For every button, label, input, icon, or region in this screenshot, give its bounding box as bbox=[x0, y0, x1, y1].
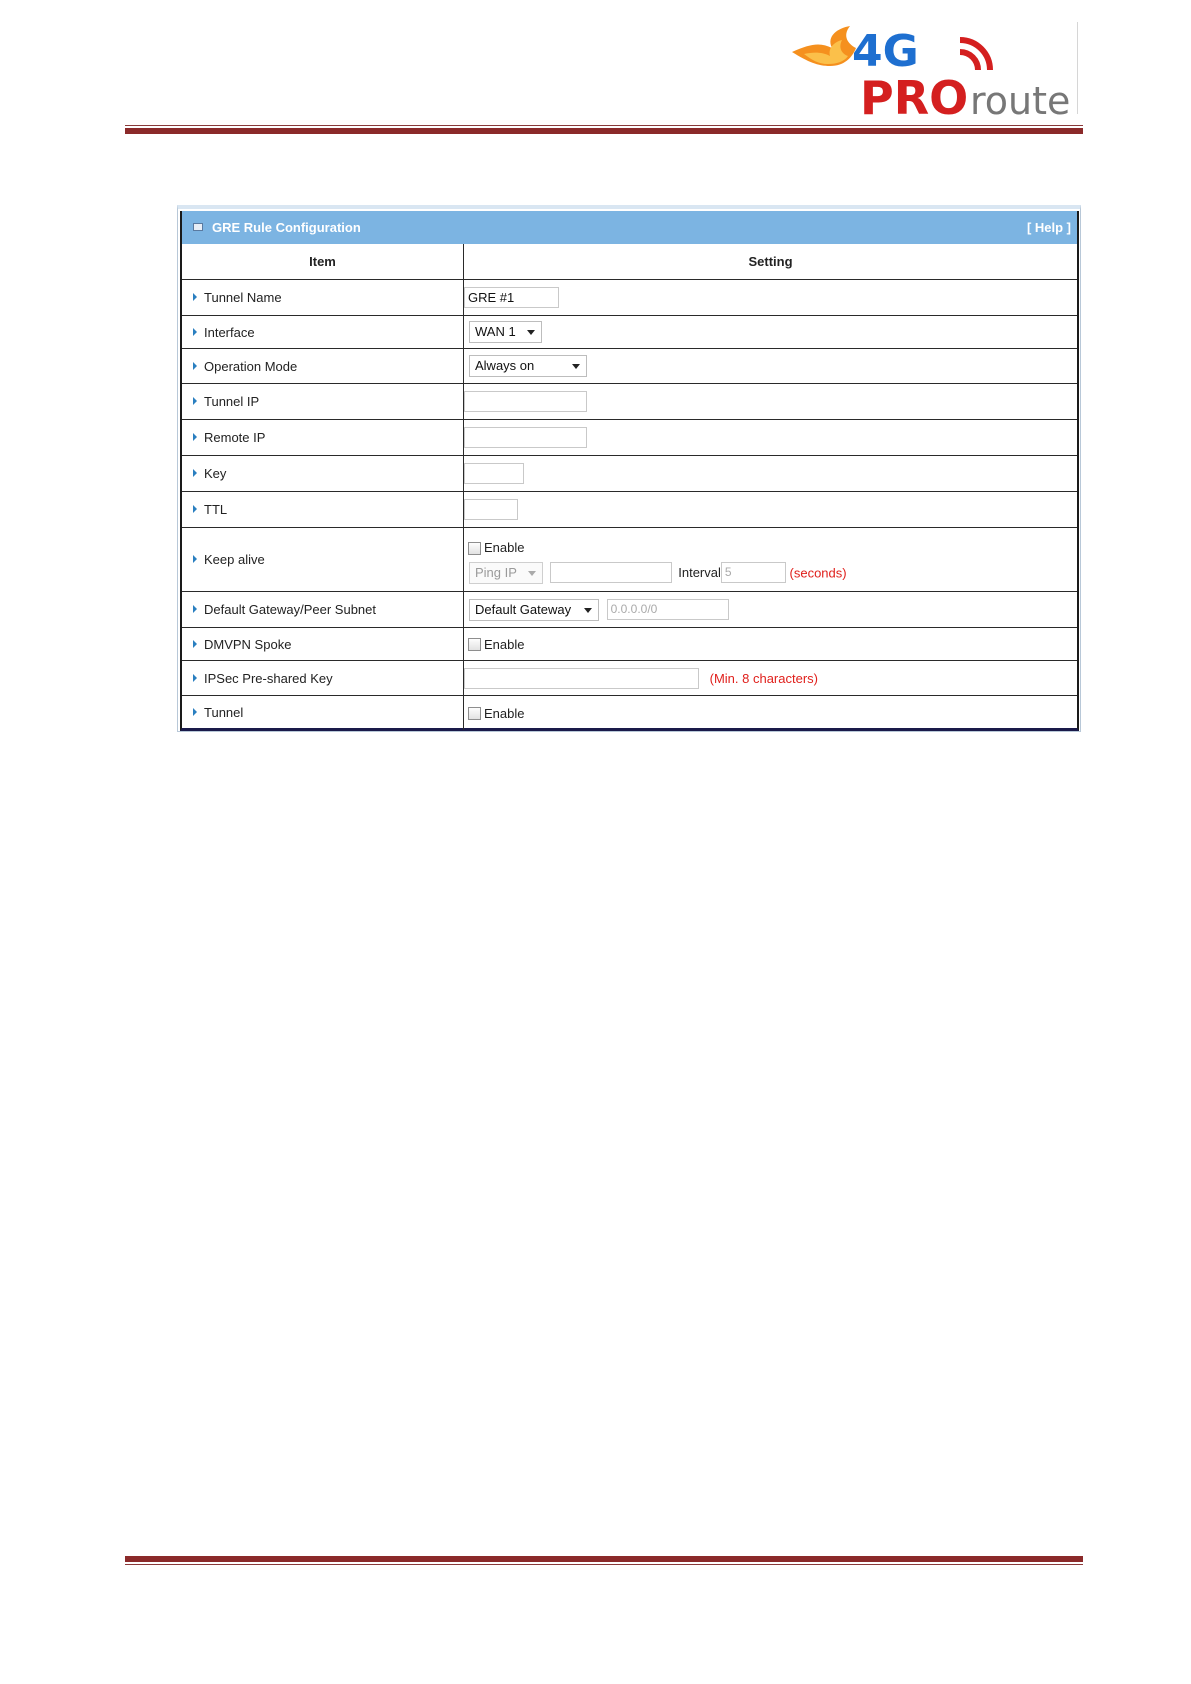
keep-alive-enable-label: Enable bbox=[484, 540, 525, 556]
interface-selected: WAN 1 bbox=[475, 324, 516, 339]
panel-body bbox=[180, 211, 1079, 731]
tunnel-ip-input[interactable] bbox=[464, 391, 587, 412]
interval-unit: (seconds) bbox=[789, 565, 847, 581]
logo-divider bbox=[1077, 22, 1078, 114]
bullet-arrow-icon bbox=[193, 640, 197, 648]
table-header-row bbox=[182, 244, 1077, 280]
keep-alive-target-input[interactable] bbox=[550, 562, 672, 583]
bullet-arrow-icon bbox=[193, 469, 197, 477]
tunnel-ip-label: Tunnel IP bbox=[204, 394, 260, 409]
row-dmvpn-spoke bbox=[182, 628, 1077, 661]
operation-mode-select[interactable] bbox=[469, 355, 587, 377]
bullet-arrow-icon bbox=[193, 505, 197, 513]
chevron-down-icon bbox=[528, 571, 536, 576]
help-link[interactable]: [ Help ] bbox=[1026, 220, 1071, 235]
gre-rule-panel bbox=[177, 205, 1081, 732]
default-gateway-label: Default Gateway/Peer Subnet bbox=[204, 602, 376, 617]
interface-select[interactable] bbox=[469, 321, 542, 343]
header-rule bbox=[125, 128, 1083, 134]
ipsec-key-input[interactable] bbox=[464, 668, 699, 689]
row-default-gateway bbox=[182, 592, 1077, 628]
bullet-arrow-icon bbox=[193, 362, 197, 370]
interval-label: Interval bbox=[678, 565, 721, 581]
interface-label: Interface bbox=[204, 324, 255, 340]
ipsec-key-label: IPSec Pre-shared Key bbox=[204, 670, 333, 686]
operation-mode-label: Operation Mode bbox=[204, 358, 298, 374]
panel-icon bbox=[193, 223, 203, 231]
column-header-item: Item bbox=[182, 244, 464, 280]
key-label: Key bbox=[204, 466, 227, 481]
chevron-down-icon bbox=[527, 330, 535, 335]
bullet-arrow-icon bbox=[193, 605, 197, 613]
operation-mode-selected: Always on bbox=[475, 358, 535, 373]
panel-title: GRE Rule Configuration bbox=[212, 220, 361, 235]
ttl-input[interactable] bbox=[464, 499, 518, 520]
peer-subnet-input[interactable]: 0.0.0.0/0 bbox=[607, 599, 729, 620]
panel-titlebar bbox=[182, 211, 1077, 244]
footer-rule-thin bbox=[125, 1564, 1083, 1565]
row-key bbox=[182, 456, 1077, 492]
dmvpn-spoke-label: DMVPN Spoke bbox=[204, 636, 292, 652]
remote-ip-input[interactable] bbox=[464, 427, 587, 448]
header-rule-thin bbox=[125, 125, 1083, 126]
row-keep-alive bbox=[182, 528, 1077, 592]
keep-alive-method-select[interactable] bbox=[469, 562, 543, 584]
tunnel-enable-label: Enable bbox=[484, 705, 525, 721]
row-tunnel-name bbox=[182, 280, 1077, 316]
ipsec-key-note: (Min. 8 characters) bbox=[709, 670, 818, 686]
row-remote-ip bbox=[182, 420, 1077, 456]
keep-alive-checkbox[interactable] bbox=[468, 542, 481, 555]
row-ipsec-key bbox=[182, 661, 1077, 696]
tunnel-label: Tunnel bbox=[204, 705, 244, 721]
chevron-down-icon bbox=[584, 608, 592, 613]
remote-ip-label: Remote IP bbox=[204, 430, 266, 445]
4g-proroute-logo bbox=[790, 22, 1076, 116]
row-tunnel bbox=[182, 696, 1077, 730]
tunnel-checkbox[interactable] bbox=[468, 707, 481, 720]
gre-config-table bbox=[182, 244, 1077, 730]
logo-route-text: route bbox=[970, 79, 1071, 116]
tunnel-name-input[interactable]: GRE #1 bbox=[464, 287, 559, 308]
bullet-arrow-icon bbox=[193, 555, 197, 563]
bullet-arrow-icon bbox=[193, 433, 197, 441]
dmvpn-spoke-enable-label: Enable bbox=[484, 637, 525, 653]
bullet-arrow-icon bbox=[193, 328, 197, 336]
keep-alive-method-selected: Ping IP bbox=[475, 564, 517, 580]
dmvpn-spoke-checkbox[interactable] bbox=[468, 638, 481, 651]
row-interface bbox=[182, 316, 1077, 349]
column-header-setting: Setting bbox=[464, 244, 1078, 280]
bullet-arrow-icon bbox=[193, 708, 197, 716]
key-input[interactable] bbox=[464, 463, 524, 484]
interval-input[interactable]: 5 bbox=[721, 562, 786, 583]
keep-alive-label: Keep alive bbox=[204, 552, 265, 567]
bullet-arrow-icon bbox=[193, 674, 197, 682]
bullet-arrow-icon bbox=[193, 397, 197, 405]
logo-pro-text: PRO bbox=[860, 71, 969, 116]
bullet-arrow-icon bbox=[193, 293, 197, 301]
footer-rule bbox=[125, 1556, 1083, 1562]
logo-4g-text: 4G bbox=[852, 26, 919, 77]
row-operation-mode bbox=[182, 349, 1077, 384]
row-tunnel-ip bbox=[182, 384, 1077, 420]
row-ttl bbox=[182, 492, 1077, 528]
ttl-label: TTL bbox=[204, 502, 228, 517]
chevron-down-icon bbox=[572, 364, 580, 369]
default-gateway-select[interactable] bbox=[469, 599, 599, 621]
tunnel-name-label: Tunnel Name bbox=[204, 290, 282, 305]
default-gateway-selected: Default Gateway bbox=[475, 601, 572, 617]
